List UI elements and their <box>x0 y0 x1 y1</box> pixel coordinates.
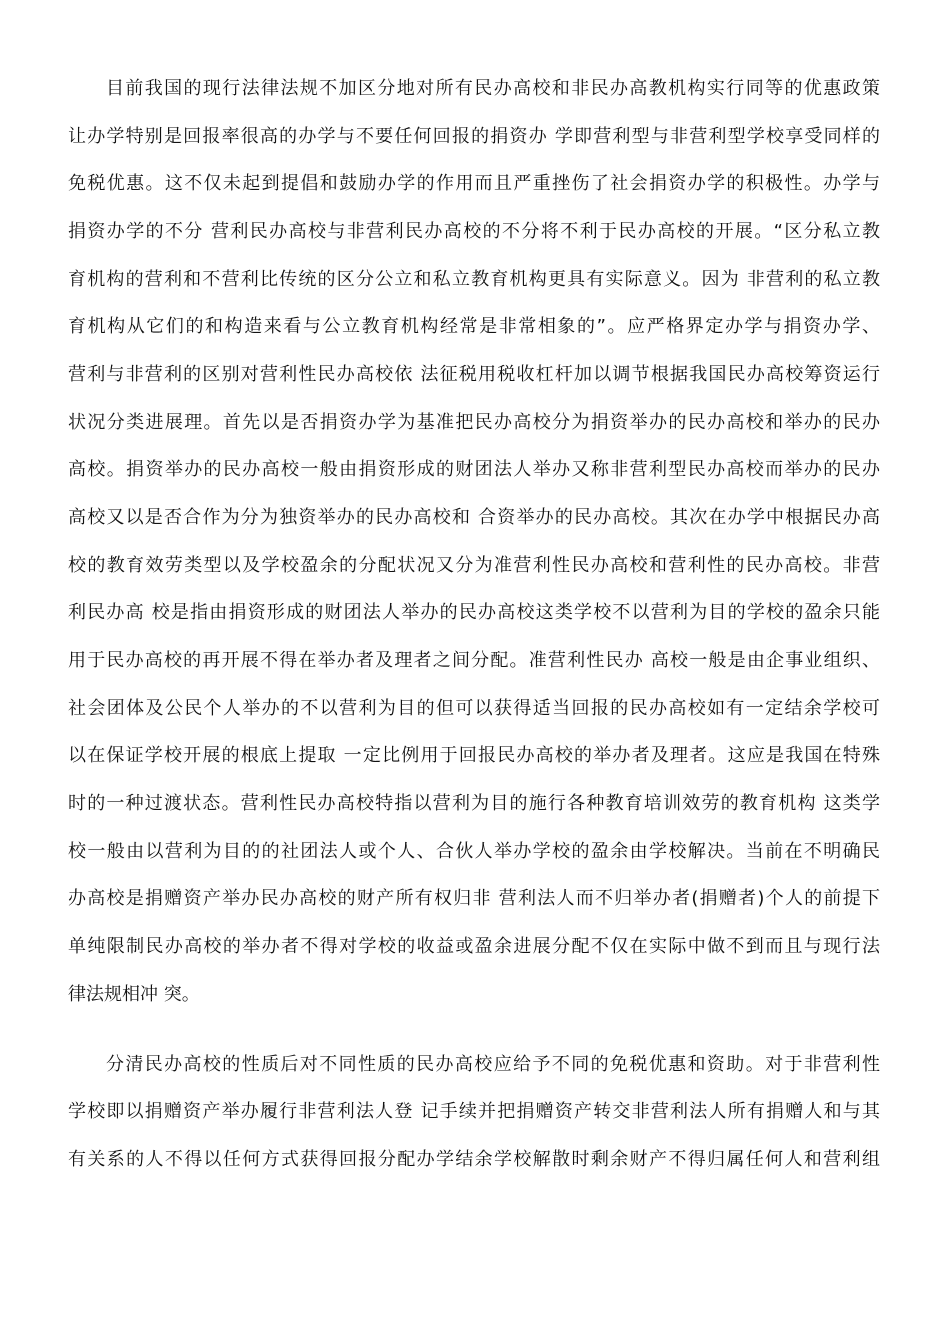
text-line: 用于民办高校的再开展不得在举办者及理者之间分配。准营利性民办 高校一般是由企事业组织、 <box>68 650 880 671</box>
text-line: 免税优惠。这不仅未起到提倡和鼓励办学的作用而且严重挫伤了社会捐资办学的积极性。办学与 <box>68 173 880 194</box>
text-line: 以在保证学校开展的根底上提取 一定比例用于回报民办高校的举办者及理者。这应是我国在特殊 <box>68 745 880 766</box>
text-line: 学校即以捐赠资产举办履行非营利法人登 记手续并把捐赠资产转交非营利法人所有捐赠人和与其 <box>68 1101 880 1122</box>
text-line: 目前我国的现行法律法规不加区分地对所有民办高校和非民办高教机构实行同等的优惠政策 <box>106 78 880 99</box>
text-line: 营利与非营利的区别对营利性民办高校依 法征税用税收杠杆加以调节根据我国民办高校筹资运行 <box>68 364 880 385</box>
text-line: 高校。捐资举办的民办高校一般由捐资形成的财团法人举办又称非营利型民办高校而举办的民办 <box>68 459 880 480</box>
text-line: 育机构从它们的和构造来看与公立教育机构经常是非常相象的”。应严格界定办学与捐资办学、 <box>68 316 880 337</box>
text-line: 有关系的人不得以任何方式获得回报分配办学结余学校解散时剩余财产不得归属任何人和营利组 <box>68 1149 880 1170</box>
text-line: 单纯限制民办高校的举办者不得对学校的收益或盈余进展分配不仅在实际中做不到而且与现行法 <box>68 936 880 957</box>
text-line: 捐资办学的不分 营利民办高校与非营利民办高校的不分将不利于民办高校的开展。“区分私立教 <box>68 221 880 242</box>
text-line: 育机构的营利和不营利比传统的区分公立和私立教育机构更具有实际意义。因为 非营利的私立教 <box>68 269 880 290</box>
text-line: 分清民办高校的性质后对不同性质的民办高校应给予不同的免税优惠和资助。对于非营利性 <box>106 1054 880 1075</box>
text-line: 利民办高 校是指由捐资形成的财团法人举办的民办高校这类学校不以营利为目的学校的盈余只能 <box>68 602 880 623</box>
text-line: 办高校是捐赠资产举办民办高校的财产所有权归非 营利法人而不归举办者(捐赠者)个人的前提下 <box>68 888 880 909</box>
text-line: 状况分类进展理。首先以是否捐资办学为基准把民办高校分为捐资举办的民办高校和举办的民办 <box>68 412 880 433</box>
text-line: 律法规相冲 突。 <box>68 984 200 1005</box>
text-line: 社会团体及公民个人举办的不以营利为目的但可以获得适当回报的民办高校如有一定结余学校可 <box>68 698 880 719</box>
text-line: 校的教育效劳类型以及学校盈余的分配状况又分为准营利性民办高校和营利性的民办高校。非营 <box>68 555 880 576</box>
text-line: 让办学特别是回报率很高的办学与不要任何回报的捐资办 学即营利型与非营利型学校享受同样的 <box>68 126 880 147</box>
text-line: 高校又以是否合作为分为独资举办的民办高校和 合资举办的民办高校。其次在办学中根据民办高 <box>68 507 880 528</box>
text-line: 校一般由以营利为目的的社团法人或个人、合伙人举办学校的盈余由学校解决。当前在不明确民 <box>68 841 880 862</box>
text-line: 时的一种过渡状态。营利性民办高校特指以营利为目的施行各种教育培训效劳的教育机构 这类学 <box>68 793 880 814</box>
